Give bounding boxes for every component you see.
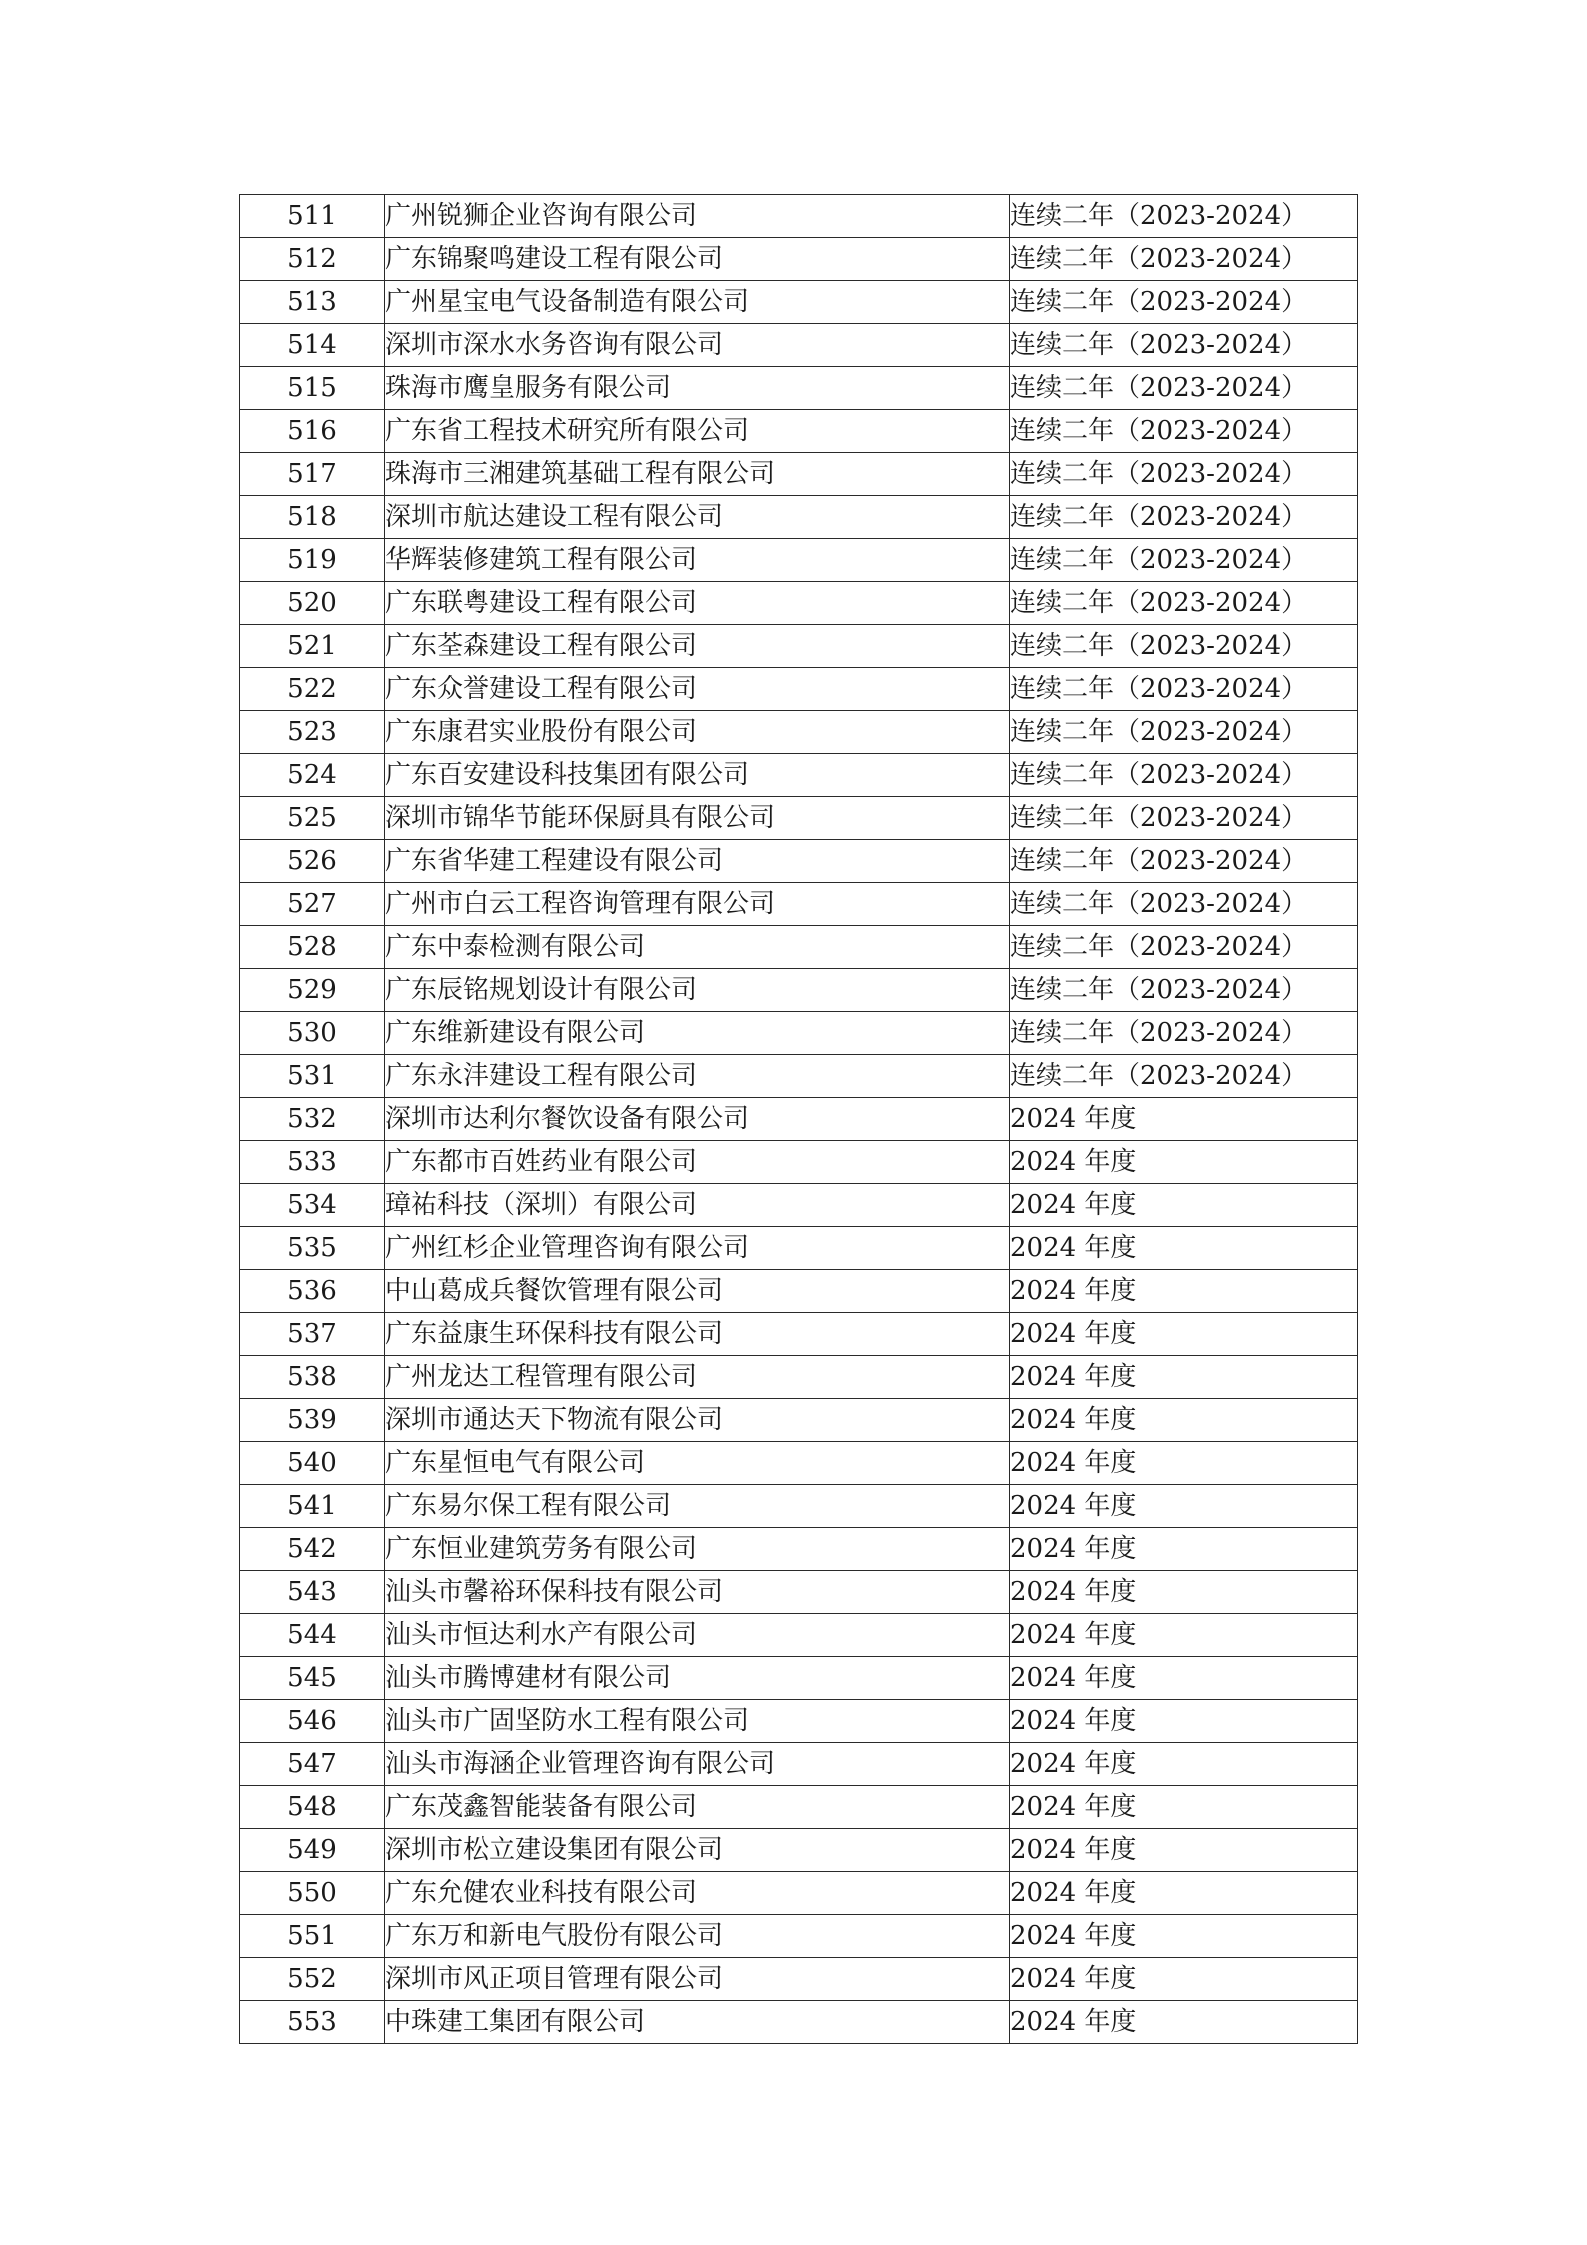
row-number: 512 [240,238,385,281]
award-period: 连续二年（2023-2024） [1010,883,1358,926]
award-period: 连续二年（2023-2024） [1010,1012,1358,1055]
award-period: 2024 年度 [1010,1098,1358,1141]
row-number: 550 [240,1872,385,1915]
table-row [240,926,1358,969]
table-row [240,1012,1358,1055]
row-number: 521 [240,625,385,668]
table-row [240,711,1358,754]
company-name: 广东益康生环保科技有限公司 [385,1313,1010,1356]
award-period: 连续二年（2023-2024） [1010,539,1358,582]
table-row [240,324,1358,367]
row-number: 547 [240,1743,385,1786]
company-name: 深圳市航达建设工程有限公司 [385,496,1010,539]
table-body [240,195,1358,2044]
award-period: 连续二年（2023-2024） [1010,797,1358,840]
company-name: 广东省华建工程建设有限公司 [385,840,1010,883]
row-number: 530 [240,1012,385,1055]
company-name: 广东中泰检测有限公司 [385,926,1010,969]
table-row [240,281,1358,324]
row-number: 514 [240,324,385,367]
row-number: 546 [240,1700,385,1743]
award-period: 连续二年（2023-2024） [1010,754,1358,797]
company-name: 深圳市风正项目管理有限公司 [385,1958,1010,2001]
award-period: 连续二年（2023-2024） [1010,281,1358,324]
row-number: 520 [240,582,385,625]
row-number: 534 [240,1184,385,1227]
table-row [240,1614,1358,1657]
row-number: 539 [240,1399,385,1442]
row-number: 532 [240,1098,385,1141]
company-name: 广东锦聚鸣建设工程有限公司 [385,238,1010,281]
row-number: 543 [240,1571,385,1614]
row-number: 516 [240,410,385,453]
table-row [240,625,1358,668]
row-number: 515 [240,367,385,410]
company-name: 璋祐科技（深圳）有限公司 [385,1184,1010,1227]
company-name: 广东永沣建设工程有限公司 [385,1055,1010,1098]
award-period: 连续二年（2023-2024） [1010,926,1358,969]
row-number: 531 [240,1055,385,1098]
table-row [240,754,1358,797]
award-period: 2024 年度 [1010,1872,1358,1915]
award-period: 2024 年度 [1010,1614,1358,1657]
table-row [240,582,1358,625]
award-period: 2024 年度 [1010,1227,1358,1270]
table-row [240,453,1358,496]
table-row [240,883,1358,926]
table-row [240,969,1358,1012]
company-name: 华辉装修建筑工程有限公司 [385,539,1010,582]
row-number: 527 [240,883,385,926]
table-row [240,1055,1358,1098]
company-name: 广东辰铭规划设计有限公司 [385,969,1010,1012]
company-name: 广东省工程技术研究所有限公司 [385,410,1010,453]
company-name: 深圳市通达天下物流有限公司 [385,1399,1010,1442]
company-name: 汕头市腾博建材有限公司 [385,1657,1010,1700]
table-row [240,1313,1358,1356]
award-period: 连续二年（2023-2024） [1010,582,1358,625]
table-row [240,1958,1358,2001]
table-row [240,1141,1358,1184]
award-period: 2024 年度 [1010,1485,1358,1528]
row-number: 549 [240,1829,385,1872]
company-name: 广东众誉建设工程有限公司 [385,668,1010,711]
award-period: 连续二年（2023-2024） [1010,453,1358,496]
table-row [240,410,1358,453]
row-number: 553 [240,2001,385,2044]
company-name: 广东荃森建设工程有限公司 [385,625,1010,668]
company-name: 广州星宝电气设备制造有限公司 [385,281,1010,324]
award-period: 连续二年（2023-2024） [1010,668,1358,711]
company-name: 广东都市百姓药业有限公司 [385,1141,1010,1184]
row-number: 529 [240,969,385,1012]
row-number: 545 [240,1657,385,1700]
table-row [240,1442,1358,1485]
row-number: 519 [240,539,385,582]
award-period: 连续二年（2023-2024） [1010,238,1358,281]
table-row [240,1098,1358,1141]
company-name: 深圳市松立建设集团有限公司 [385,1829,1010,1872]
table-row [240,1786,1358,1829]
table-row [240,1571,1358,1614]
table-row [240,195,1358,238]
company-name: 汕头市广固坚防水工程有限公司 [385,1700,1010,1743]
row-number: 524 [240,754,385,797]
award-period: 连续二年（2023-2024） [1010,840,1358,883]
company-name: 广东星恒电气有限公司 [385,1442,1010,1485]
table-row [240,1743,1358,1786]
row-number: 540 [240,1442,385,1485]
company-name: 广州龙达工程管理有限公司 [385,1356,1010,1399]
award-period: 连续二年（2023-2024） [1010,969,1358,1012]
award-period: 连续二年（2023-2024） [1010,324,1358,367]
table-row [240,1184,1358,1227]
award-period: 连续二年（2023-2024） [1010,496,1358,539]
company-name: 中珠建工集团有限公司 [385,2001,1010,2044]
row-number: 523 [240,711,385,754]
award-period: 连续二年（2023-2024） [1010,410,1358,453]
row-number: 513 [240,281,385,324]
company-name: 广州锐狮企业咨询有限公司 [385,195,1010,238]
company-name: 广东联粤建设工程有限公司 [385,582,1010,625]
company-name: 深圳市深水水务咨询有限公司 [385,324,1010,367]
award-period: 连续二年（2023-2024） [1010,195,1358,238]
table-row [240,1399,1358,1442]
award-period: 2024 年度 [1010,1657,1358,1700]
table-row [240,1227,1358,1270]
award-period: 2024 年度 [1010,1270,1358,1313]
company-name: 广东百安建设科技集团有限公司 [385,754,1010,797]
award-period: 2024 年度 [1010,1528,1358,1571]
row-number: 535 [240,1227,385,1270]
row-number: 517 [240,453,385,496]
company-name: 汕头市海涵企业管理咨询有限公司 [385,1743,1010,1786]
award-period: 2024 年度 [1010,1442,1358,1485]
row-number: 541 [240,1485,385,1528]
row-number: 548 [240,1786,385,1829]
table-row [240,1915,1358,1958]
table-row [240,238,1358,281]
table-row [240,539,1358,582]
table-row [240,1485,1358,1528]
row-number: 551 [240,1915,385,1958]
company-name: 广东易尔保工程有限公司 [385,1485,1010,1528]
company-name: 广东茂鑫智能装备有限公司 [385,1786,1010,1829]
company-name: 汕头市恒达利水产有限公司 [385,1614,1010,1657]
company-name: 广东万和新电气股份有限公司 [385,1915,1010,1958]
award-period: 连续二年（2023-2024） [1010,367,1358,410]
table-row [240,496,1358,539]
row-number: 518 [240,496,385,539]
table-row [240,840,1358,883]
award-period: 2024 年度 [1010,1399,1358,1442]
row-number: 542 [240,1528,385,1571]
table-row [240,1700,1358,1743]
award-period: 2024 年度 [1010,1141,1358,1184]
company-name: 汕头市馨裕环保科技有限公司 [385,1571,1010,1614]
table-row [240,668,1358,711]
row-number: 526 [240,840,385,883]
award-period: 2024 年度 [1010,1958,1358,2001]
award-period: 2024 年度 [1010,1743,1358,1786]
company-name: 广东允健农业科技有限公司 [385,1872,1010,1915]
company-name: 中山葛成兵餐饮管理有限公司 [385,1270,1010,1313]
table-row [240,2001,1358,2044]
row-number: 511 [240,195,385,238]
award-period: 2024 年度 [1010,1915,1358,1958]
table-row [240,1829,1358,1872]
table-row [240,797,1358,840]
award-period: 2024 年度 [1010,1700,1358,1743]
row-number: 538 [240,1356,385,1399]
row-number: 528 [240,926,385,969]
company-name: 广东维新建设有限公司 [385,1012,1010,1055]
award-period: 2024 年度 [1010,1829,1358,1872]
row-number: 544 [240,1614,385,1657]
company-list-table [239,194,1358,2044]
company-name: 珠海市鹰皇服务有限公司 [385,367,1010,410]
table-row [240,1872,1358,1915]
table-row [240,367,1358,410]
award-period: 2024 年度 [1010,1313,1358,1356]
company-name: 广东康君实业股份有限公司 [385,711,1010,754]
row-number: 552 [240,1958,385,2001]
company-name: 广东恒业建筑劳务有限公司 [385,1528,1010,1571]
award-period: 连续二年（2023-2024） [1010,1055,1358,1098]
company-name: 广州市白云工程咨询管理有限公司 [385,883,1010,926]
row-number: 533 [240,1141,385,1184]
table-row [240,1356,1358,1399]
company-name: 深圳市锦华节能环保厨具有限公司 [385,797,1010,840]
table-row [240,1528,1358,1571]
award-period: 2024 年度 [1010,1786,1358,1829]
table-row [240,1270,1358,1313]
company-name: 广州红杉企业管理咨询有限公司 [385,1227,1010,1270]
award-period: 2024 年度 [1010,1356,1358,1399]
row-number: 522 [240,668,385,711]
award-period: 2024 年度 [1010,1571,1358,1614]
row-number: 536 [240,1270,385,1313]
award-period: 2024 年度 [1010,2001,1358,2044]
row-number: 537 [240,1313,385,1356]
award-period: 连续二年（2023-2024） [1010,711,1358,754]
table-row [240,1657,1358,1700]
row-number: 525 [240,797,385,840]
award-period: 2024 年度 [1010,1184,1358,1227]
company-name: 深圳市达利尔餐饮设备有限公司 [385,1098,1010,1141]
company-name: 珠海市三湘建筑基础工程有限公司 [385,453,1010,496]
award-period: 连续二年（2023-2024） [1010,625,1358,668]
